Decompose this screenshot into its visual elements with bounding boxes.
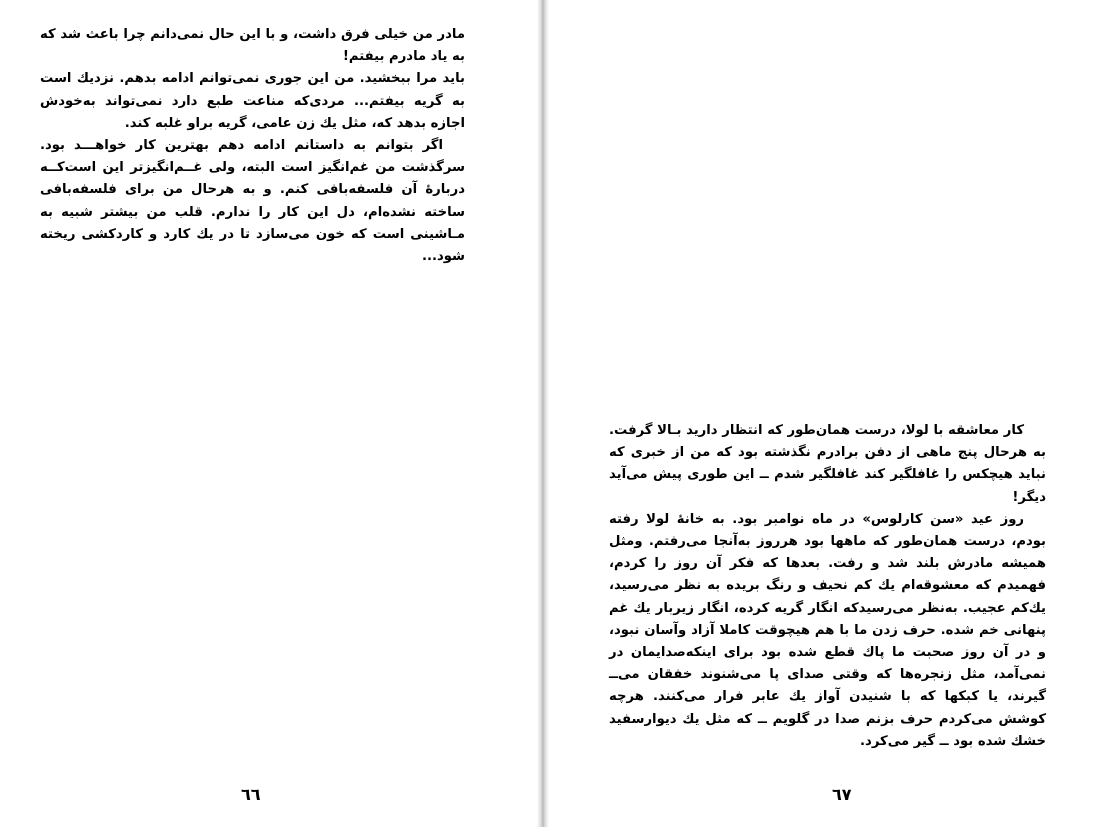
page-number-left: ٦٦: [241, 785, 261, 804]
paragraph: باید مرا ببخشید. من این جوری نمی‌توانم ادامه بدهم. نزدیك است به گریه بیفتم... مردی‌که مناعت طبع دارد نمی‌تواند به‌خودش اجازه بدهد که، مثل یك زن عامی، گریه براو غلبه کند.: [40, 71, 465, 131]
left-page-text: [40, 24, 465, 268]
book-spine: [537, 0, 549, 827]
paragraph: مادر من خیلی فرق داشت، و با این حال نمی‌دانم چرا باعث شد که به یاد مادرم بیفتم!: [40, 27, 465, 65]
paragraph: اگر بتوانم به داستانم ادامه دهم بهترین کار خواهـــد بود. سرگذشت من غم‌انگیز است البته، ولی غــم‌انگیزتر این است‌کــه دربارهٔ آن فلسفه‌بافی کنم. و به هرحال من برای فلسفه‌بافی ساخته نشده‌ام، دل این کار را ندارم. قلب من بیشتر شبیه به مـاشینی است که خون می‌سازد تا در یك کارد و کاردکشی ریخته شود...: [40, 138, 465, 265]
paragraph: کار معاشقه با لولا، درست همان‌طور که انتظار دارید بـالا گرفت. به هرحال پنج ماهی از دفن برادرم نگذشته بود که من از خبری که نباید هیچکس را غافلگیر کند غافلگیر شدم ــ این طوری پیش می‌آید دیگر!: [609, 423, 1046, 505]
page-number-right: ٦٧: [832, 785, 852, 804]
right-page-text: [609, 420, 1046, 753]
paragraph: روز عید «سن کارلوس» در ماه نوامبر بود. به خانهٔ لولا رفته بودم، درست همان‌طور که ماهها بود هرروز به‌آنجا می‌رفتم. ومثل همیشه مادرش بلند شد و رفت. بعدها که فکر آن روز را کردم، فهمیدم که معشوقه‌ام یك کم نحیف و رنگ بریده به نظر می‌رسید، یك‌کم عجیب. به‌نظر می‌رسید‌که انگار گریه کرده، انگار زیربار یك غم پنهانی خم شده. حرف زدن ما با هم هیچوقت کاملا آزاد وآسان نبود، و در آن روز صحبت ما پاك قطع شده بود برای اینکه‌صدایمان در نمی‌آمد، مثل زنجره‌ها که وقتی صدای پا می‌شنوند خفقان می‌ــ گیرند، یا کبکها که با شنیدن آواز یك عابر فرار می‌کنند. هرچه کوشش می‌کردم حرف بزنم صدا در گلویم ــ که مثل یك دیوارسفید خشك شده بود ــ گیر می‌کرد.: [609, 511, 1046, 749]
left-page: [0, 0, 537, 827]
right-page: [549, 0, 1112, 827]
